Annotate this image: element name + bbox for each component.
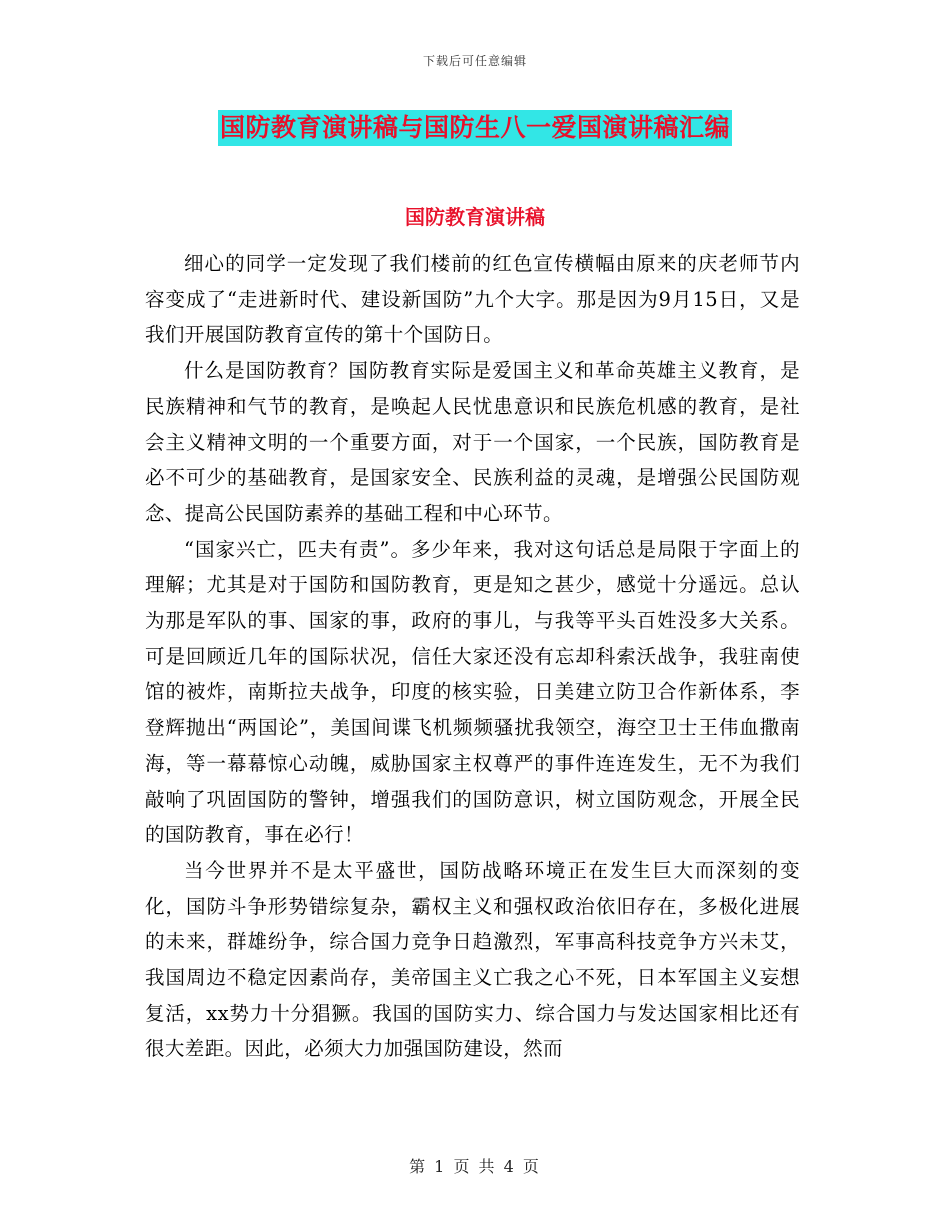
document-title: 国防教育演讲稿与国防生八一爱国演讲稿汇编 xyxy=(218,110,732,146)
page-header-note: 下载后可任意编辑 xyxy=(422,54,527,68)
page-number-label: 第 1 页 共 4 页 xyxy=(409,1157,541,1176)
paragraph-1: 细心的同学一定发现了我们楼前的红色宣传横幅由原来的庆老师节内容变成了“走进新时代、建设新国防”九个大字。那是因为9月15日，又是我们开展国防教育宣传的第十个国防日。 xyxy=(145,252,800,347)
document-body xyxy=(145,246,800,1067)
document-title-container xyxy=(0,110,950,146)
paragraph-3: “国家兴亡，匹夫有责”。多少年来，我对这句话总是局限于字面上的理解；尤其是对于国防和国防教育，更是知之甚少，感觉十分遥远。总认为那是军队的事、国家的事，政府的事儿，与我等平头百姓没多大关系。可是回顾近几年的国际状况，信任大家还没有忘却科索沃战争，我驻南使馆的被炸，南斯拉夫战争，印度的核实验，日美建立防卫合作新体系，李登辉抛出“两国论”，美国间谍飞机频频骚扰我领空，海空卫士王伟血撒南海，等一幕幕惊心动魄，威胁国家主权尊严的事件连连发生，无不为我们敲响了巩固国防的警钟，增强我们的国防意识，树立国防观念，开展全民的国防教育，事在必行！ xyxy=(145,537,800,847)
section-title: 国防教育演讲稿 xyxy=(405,205,545,229)
paragraph-4: 当今世界并不是太平盛世，国防战略环境正在发生巨大而深刻的变化，国防斗争形势错综复杂，霸权主义和强权政治依旧存在，多极化进展的未来，群雄纷争，综合国力竞争日趋激烈，军事高科技竞争方兴未艾，我国周边不稳定因素尚存，美帝国主义亡我之心不死，日本军国主义妄想复活，xx势力十分猖獗。我国的国防实力、综合国力与发达国家相比还有很大差距。因此，必须大力加强国防建设，然而 xyxy=(145,858,800,1061)
page-footer xyxy=(0,1154,950,1177)
paragraph-2: 什么是国防教育？国防教育实际是爱国主义和革命英雄主义教育，是民族精神和气节的教育，是唤起人民忧患意识和民族危机感的教育，是社会主义精神文明的一个重要方面，对于一个国家，一个民族，国防教育是必不可少的基础教育，是国家安全、民族利益的灵魂，是增强公民国防观念、提高公民国防素养的基础工程和中心环节。 xyxy=(145,359,800,525)
